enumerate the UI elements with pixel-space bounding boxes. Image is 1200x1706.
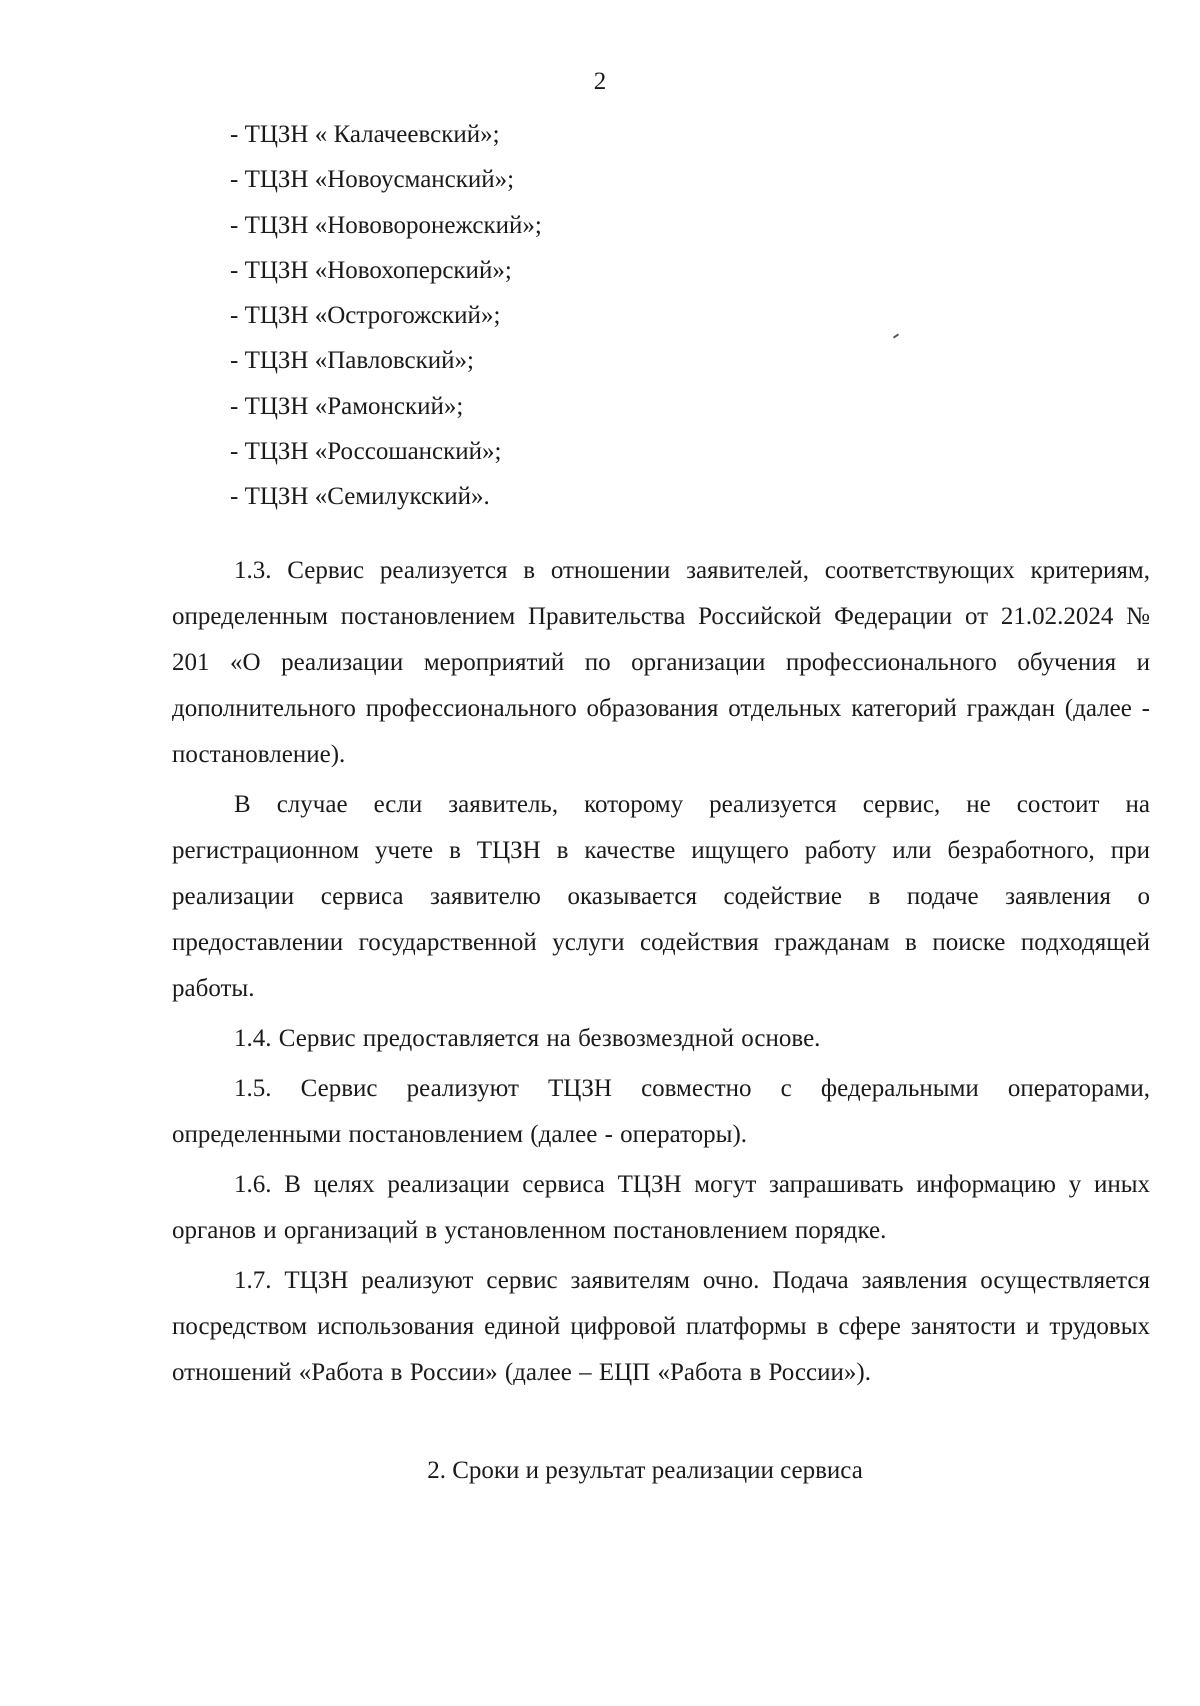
list-item: - ТЦЗН «Рамонский»; xyxy=(230,392,464,420)
employment-centers-list xyxy=(230,112,542,520)
page-number: 2 xyxy=(593,68,607,95)
list-item: - ТЦЗН «Острогожский»; xyxy=(230,302,501,330)
list-item: - ТЦЗН « Калачеевский»; xyxy=(230,121,500,148)
paragraph-1-7: 1.7. ТЦЗН реализуют сервис заявителям очно. Подача заявления осуществляется посредством использования единой цифровой платформы в сфере занятости и трудовых отношений «Работа в России» (далее – ЕЦП «Работа в России»). xyxy=(172,1267,1150,1386)
paragraph-1-4: 1.4. Сервис предоставляется на безвозмездной основе. xyxy=(234,1025,821,1052)
list-item: - ТЦЗН «Семилукский». xyxy=(230,483,490,511)
list-item: - ТЦЗН «Новоусманский»; xyxy=(230,166,515,194)
list-item: - ТЦЗН «Новохоперский»; xyxy=(230,256,512,284)
paragraph-1-6: 1.6. В целях реализации сервиса ТЦЗН могут запрашивать информацию у иных органов и организаций в установленном постановлением порядке. xyxy=(172,1171,1150,1244)
paragraph-1-5: 1.5. Сервис реализуют ТЦЗН совместно с федеральными операторами, определенными постановлением (далее - операторы). xyxy=(172,1075,1150,1148)
paragraph-1-3: 1.3. Сервис реализуется в отношении заявителей, соответствующих критериям, определенным постановлением Правительства Российской Федерации от 21.02.2024 № 201 «О реализации мероприятий по организации профессионального обучения и дополнительного профессионального образования отдельных категорий граждан (далее - постановление). xyxy=(172,557,1150,768)
section-heading: 2. Сроки и результат реализации сервиса xyxy=(427,1457,863,1484)
paragraph-registration: В случае если заявитель, которому реализуется сервис, не состоит на регистрационном учете в ТЦЗН в качестве ищущего работу или безработного, при реализации сервиса заявителю оказывается содействие в подаче заявления о предоставлении государственной услуги содействия гражданам в поиске подходящей работы. xyxy=(172,791,1150,1002)
body-text xyxy=(172,548,1150,1400)
list-item: - ТЦЗН «Нововоронежский»; xyxy=(230,211,542,239)
scan-speck xyxy=(893,333,899,338)
list-item: - ТЦЗН «Россошанский»; xyxy=(230,438,502,466)
list-item: - ТЦЗН «Павловский»; xyxy=(230,347,474,375)
